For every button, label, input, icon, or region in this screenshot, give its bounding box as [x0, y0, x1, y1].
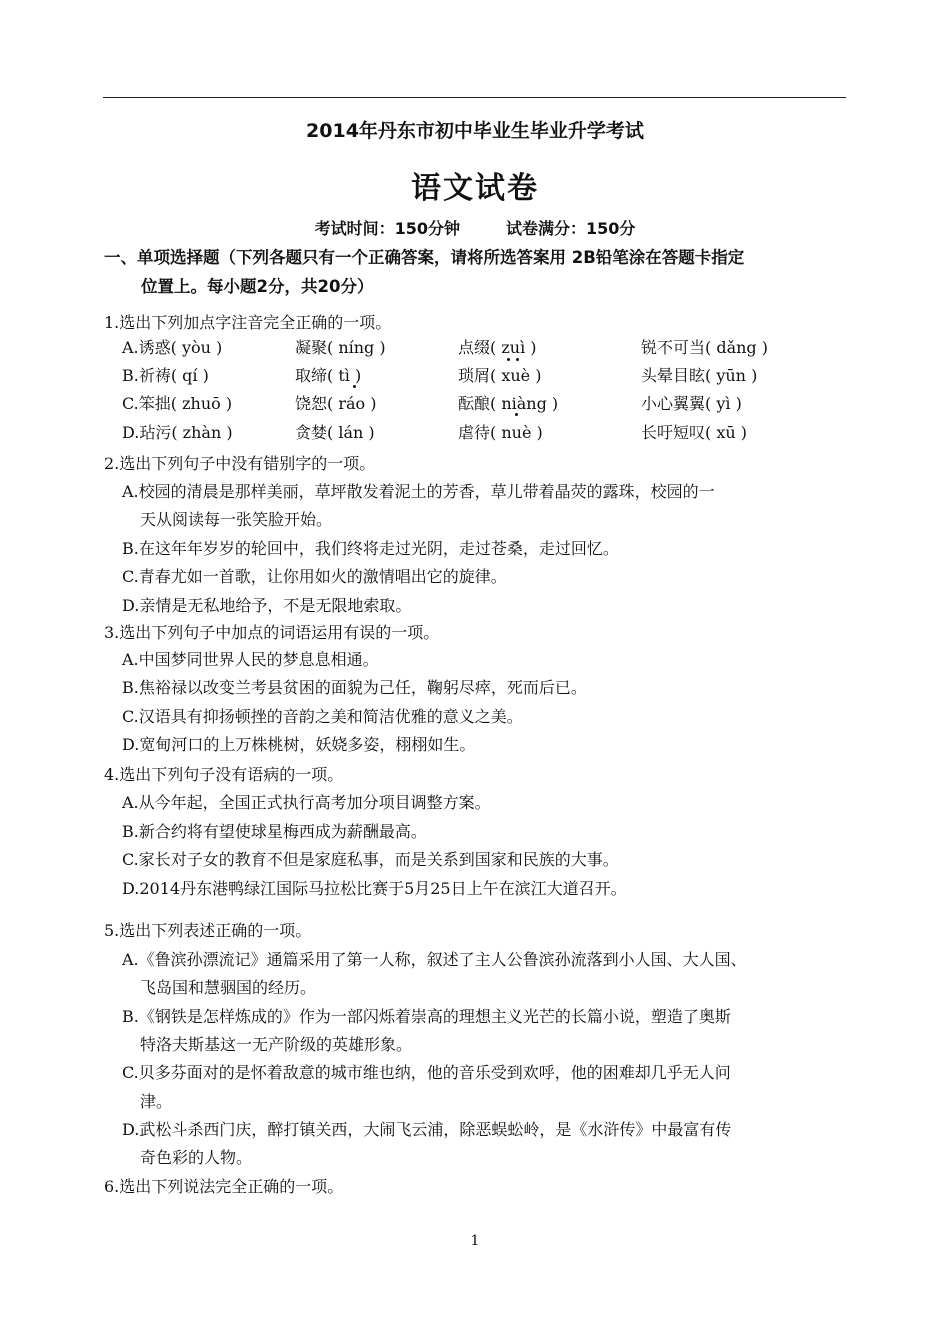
- q1-stem: 1.选出下列加点字注音完全正确的一项。: [104, 313, 392, 332]
- q2-option-d: D.亲情是无私地给予，不是无限地索取。: [122, 596, 412, 615]
- q1-option-cell: 虐待( nuè ): [458, 423, 543, 442]
- q4-option-b: B.新合约将有望使球星梅西成为薪酬最高。: [122, 822, 427, 841]
- q1-option-cell: D.玷污( zhàn ): [122, 423, 233, 442]
- q2-option-b: B.在这年年岁岁的轮回中，我们终将走过光阴，走过苍桑，走过回忆。: [122, 539, 619, 558]
- exam-title: 2014年丹东市初中毕业生毕业升学考试: [306, 120, 644, 142]
- q1-option-cell: 点缀( zuì ): [458, 338, 537, 357]
- q2-stem: 2.选出下列句子中没有错别字的一项。: [104, 454, 376, 473]
- q2-option-a: A.校园的清晨是那样美丽，草坪散发着泥土的芳香，草儿带着晶荧的露珠，校园的一: [122, 482, 715, 501]
- q3-option-a: A.中国梦同世界人民的梦息息相通。: [122, 650, 379, 669]
- q1-option-cell: 锐不可当( dǎng ): [641, 338, 768, 357]
- q4-option-c: C.家长对子女的教育不但是家庭私事，而是关系到国家和民族的大事。: [122, 850, 619, 869]
- q5-option-c-cont: 津。: [140, 1092, 173, 1111]
- q5-option-b-cont: 特洛夫斯基这一无产阶级的英雄形象。: [140, 1035, 413, 1054]
- emphasis-dot: [353, 385, 356, 388]
- q1-option-cell: 小心翼翼( yì ): [641, 394, 742, 413]
- exam-full-score: 试卷满分：150分: [506, 219, 636, 238]
- q2-option-a-cont: 天从阅读每一张笑脸开始。: [140, 510, 333, 529]
- q5-stem: 5.选出下列表述正确的一项。: [104, 921, 312, 940]
- q3-option-d: D.宽甸河口的上万株桃树，妖娆多姿，栩栩如生。: [122, 735, 476, 754]
- q1-option-cell: B.祈祷( qí ): [122, 366, 209, 385]
- q1-option-cell: 凝聚( níng ): [295, 338, 386, 357]
- q1-option-cell: 饶恕( ráo ): [295, 394, 377, 413]
- q5-option-c: C.贝多芬面对的是怀着敌意的城市维也纳，他的音乐受到欢呼，他的困难却几乎无人问: [122, 1063, 731, 1082]
- q5-option-a: A.《鲁滨孙漂流记》通篇采用了第一人称，叙述了主人公鲁滨孙流落到小人国、大人国、: [122, 950, 747, 969]
- section-heading-line2: 位置上。每小题2分，共20分）: [141, 277, 374, 296]
- q3-option-b: B.焦裕禄以改变兰考县贫困的面貌为己任，鞠躬尽瘁，死而后已。: [122, 678, 587, 697]
- emphasis-dot: [507, 358, 510, 361]
- q6-stem: 6.选出下列说法完全正确的一项。: [104, 1177, 344, 1196]
- q3-stem: 3.选出下列句子中加点的词语运用有误的一项。: [104, 623, 440, 642]
- emphasis-dot: [515, 413, 518, 416]
- q1-option-cell: C.笨拙( zhuō ): [122, 394, 233, 413]
- q1-option-cell: 酝酿( niàng ): [458, 394, 559, 413]
- q1-option-cell: 头晕目眩( yūn ): [641, 366, 758, 385]
- q1-option-cell: 取缔( tì ): [295, 366, 362, 385]
- q5-option-b: B.《钢铁是怎样炼成的》作为一部闪烁着崇高的理想主义光芒的长篇小说，塑造了奥斯: [122, 1007, 731, 1026]
- section-heading-line1: 一、单项选择题（下列各题只有一个正确答案，请将所选答案用 2B铅笔涂在答题卡指定: [104, 248, 745, 267]
- subject-title: 语文试卷: [411, 171, 539, 206]
- exam-time: 考试时间：150分钟: [314, 219, 460, 238]
- q1-option-cell: 贪婪( lán ): [295, 423, 375, 442]
- q1-option-cell: 长吁短叹( xū ): [641, 423, 747, 442]
- q1-option-cell: A.诱惑( yòu ): [122, 338, 223, 357]
- q2-option-c: C.青春尤如一首歌，让你用如火的激情唱出它的旋律。: [122, 567, 507, 586]
- exam-info: [0, 216, 950, 239]
- q4-stem: 4.选出下列句子没有语病的一项。: [104, 765, 344, 784]
- section-heading: [104, 243, 849, 301]
- q5-option-d-cont: 奇色彩的人物。: [140, 1148, 253, 1167]
- header-rule: [103, 97, 846, 98]
- q4-option-a: A.从今年起，全国正式执行高考加分项目调整方案。: [122, 793, 491, 812]
- page-number: 1: [470, 1233, 480, 1249]
- emphasis-dot: [516, 358, 519, 361]
- q4-option-d: D.2014丹东港鸭绿江国际马拉松比赛于5月25日上午在滨江大道召开。: [122, 879, 627, 898]
- q1-option-cell: 琐屑( xuè ): [458, 366, 542, 385]
- q3-option-c: C.汉语具有抑扬顿挫的音韵之美和简洁优雅的意义之美。: [122, 707, 523, 726]
- q5-option-d: D.武松斗杀西门庆，醉打镇关西，大闹飞云浦，除恶蜈蚣岭，是《水浒传》中最富有传: [122, 1120, 732, 1139]
- q5-option-a-cont: 飞岛国和慧骃国的经历。: [140, 978, 317, 997]
